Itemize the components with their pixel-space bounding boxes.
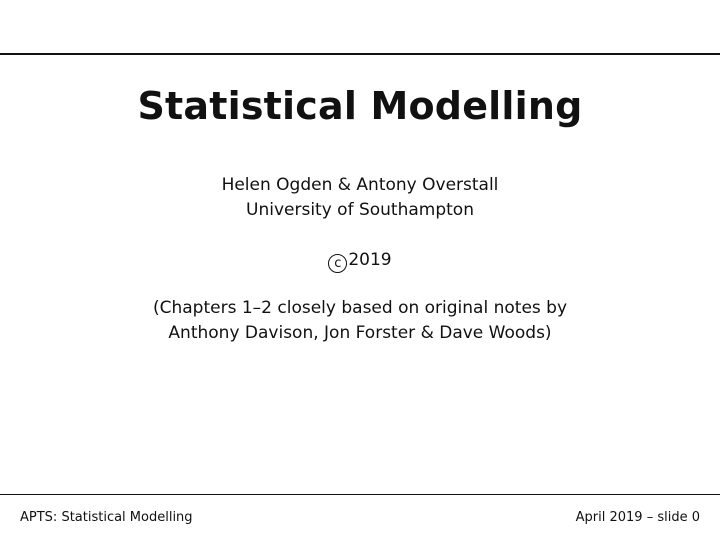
copyright-year: 2019 — [348, 250, 392, 270]
footer-rule — [0, 494, 720, 495]
footer-course-title: APTS: Statistical Modelling — [20, 510, 193, 525]
note-line-1: (Chapters 1–2 closely based on original notes by — [152, 298, 568, 318]
footer-slide-info: April 2019 – slide 0 — [575, 510, 700, 525]
header-rule — [0, 53, 720, 55]
note-line-2: Anthony Davison, Jon Forster & Dave Woods) — [168, 323, 552, 343]
affiliation: University of Southampton — [246, 200, 474, 220]
attribution-note — [0, 296, 720, 346]
slide-title: Statistical Modelling — [137, 84, 583, 128]
copyright-icon: c — [328, 254, 347, 273]
copyright-line — [0, 248, 720, 273]
author-block — [0, 173, 720, 223]
author-names: Helen Ogden & Antony Overstall — [221, 175, 499, 195]
